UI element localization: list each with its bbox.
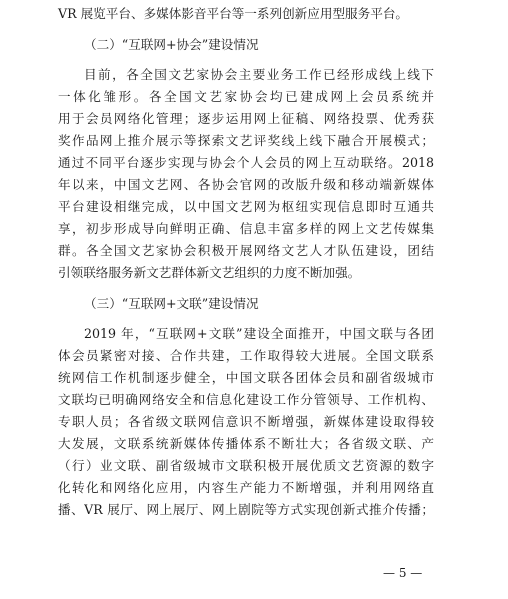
page-number: — 5 — bbox=[383, 566, 423, 580]
paragraph-line: 文联均已明确网络安全和信息化建设工作分管领导、工作机构、 bbox=[58, 392, 434, 407]
paragraph-line: 专职人员；各省级文联网信意识不断增强，新媒体建设取得较 bbox=[58, 414, 434, 429]
paragraph-line: 统网信工作机制逐步健全，中国文联各团体会员和副省级城市 bbox=[58, 370, 434, 385]
section-heading-federation: （三）“互联网+文联”建设情况 bbox=[84, 296, 259, 311]
paragraph-line: 享，初步形成导向鲜明正确、信息丰富多样的网上文艺传媒集 bbox=[58, 221, 434, 236]
paragraph-line: 群。各全国文艺家协会积极开展网络文艺人才队伍建设，团结 bbox=[58, 243, 434, 258]
paragraph-line: 年以来，中国文艺网、各协会官网的改版升级和移动端新媒体 bbox=[58, 177, 434, 192]
paragraph-line: 一体化雏形。各全国文艺家协会均已建成网上会员系统并 bbox=[58, 89, 434, 104]
paragraph-line: 体会员紧密对接、合作共建，工作取得较大进展。全国文联系 bbox=[58, 348, 434, 363]
paragraph-line: 平台建设相继完成，以中国文艺网为枢纽实现信息即时互通共 bbox=[58, 199, 434, 214]
paragraph-line: 通过不同平台逐步实现与协会个人会员的网上互动联络。2018 bbox=[58, 155, 434, 170]
section-heading-association: （二）“互联网+协会”建设情况 bbox=[84, 37, 259, 52]
paragraph-line: 播、VR 展厅、网上展厅、网上剧院等方式实现创新式推介传播； bbox=[58, 502, 434, 517]
paragraph-line: 化转化和网络化应用，内容生产能力不断增强，并利用网络直 bbox=[58, 480, 434, 495]
paragraph-line: 奖作品网上推介展示等探索文艺评奖线上线下融合开展模式； bbox=[58, 133, 434, 148]
paragraph-line: （行）业文联、副省级城市文联积极开展优质文艺资源的数字 bbox=[58, 458, 434, 473]
paragraph-line: 目前，各全国文艺家协会主要业务工作已经形成线上线下 bbox=[84, 67, 434, 82]
paragraph-line: VR 展览平台、多媒体影音平台等一系列创新应用型服务平台。 bbox=[58, 6, 409, 21]
paragraph-line: 大发展，文联系统新媒体传播体系不断壮大；各省级文联、产 bbox=[58, 436, 434, 451]
paragraph-line: 2019 年，“互联网+文联”建设全面推开，中国文联与各团 bbox=[84, 326, 434, 341]
paragraph-line: 引领联络服务新文艺群体新文艺组织的力度不断加强。 bbox=[58, 265, 361, 280]
paragraph-line: 用于会员网络化管理；逐步运用网上征稿、网络投票、优秀获 bbox=[58, 111, 434, 126]
